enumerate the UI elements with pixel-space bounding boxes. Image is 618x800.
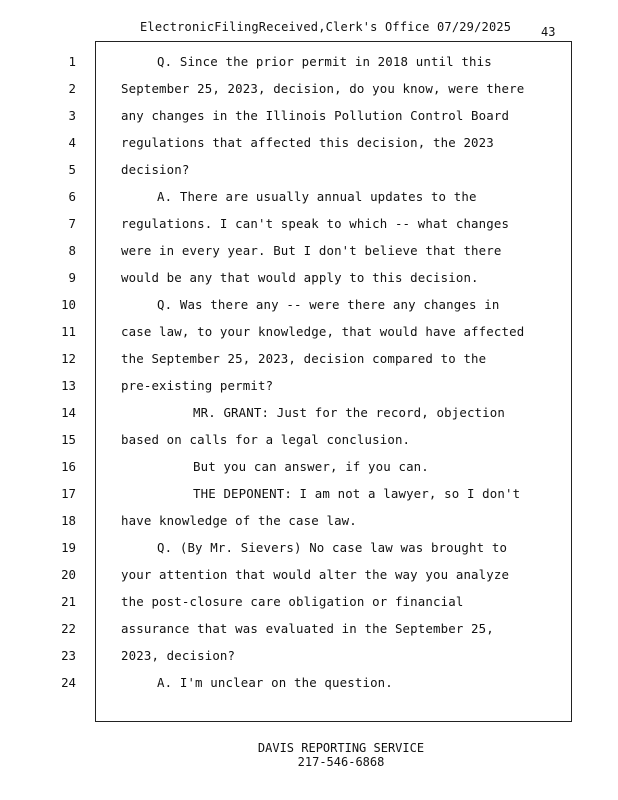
line-number: 20 xyxy=(61,567,76,582)
line-text: regulations that affected this decision, the 2023 xyxy=(121,135,494,150)
transcript-line xyxy=(0,108,618,135)
line-number: 19 xyxy=(61,540,76,555)
transcript-line xyxy=(0,162,618,189)
page-number: 43 xyxy=(541,25,556,39)
reporting-company: DAVIS REPORTING SERVICE xyxy=(257,741,425,755)
transcript-line xyxy=(0,135,618,162)
transcript-line xyxy=(0,216,618,243)
line-number: 4 xyxy=(68,135,76,150)
line-text: pre-existing permit? xyxy=(121,378,274,393)
line-text: But you can answer, if you can. xyxy=(193,459,429,474)
line-text: any changes in the Illinois Pollution Control Board xyxy=(121,108,510,123)
transcript-line xyxy=(0,54,618,81)
line-text: the post-closure care obligation or financial xyxy=(121,594,464,609)
line-text: Q. Since the prior permit in 2018 until this xyxy=(157,54,492,69)
line-text: based on calls for a legal conclusion. xyxy=(121,432,411,447)
line-text: MR. GRANT: Just for the record, objection xyxy=(193,405,506,420)
line-number: 3 xyxy=(68,108,76,123)
line-number: 11 xyxy=(61,324,76,339)
transcript-line xyxy=(0,540,618,567)
line-number: 5 xyxy=(68,162,76,177)
line-number: 17 xyxy=(61,486,76,501)
line-text: would be any that would apply to this decision. xyxy=(121,270,479,285)
transcript-line xyxy=(0,297,618,324)
transcript-line xyxy=(0,270,618,297)
transcript-line xyxy=(0,513,618,540)
line-number: 7 xyxy=(68,216,76,231)
line-text: decision? xyxy=(121,162,190,177)
line-number: 9 xyxy=(68,270,76,285)
line-number: 1 xyxy=(68,54,76,69)
reporting-phone: 217-546-6868 xyxy=(297,755,385,769)
transcript-line xyxy=(0,405,618,432)
line-text: Q. Was there any -- were there any changes in xyxy=(157,297,500,312)
transcript-line xyxy=(0,243,618,270)
line-text: Q. (By Mr. Sievers) No case law was brought to xyxy=(157,540,508,555)
transcript-line xyxy=(0,81,618,108)
line-text: THE DEPONENT: I am not a lawyer, so I don't xyxy=(193,486,521,501)
line-number: 24 xyxy=(61,675,76,690)
transcript-line xyxy=(0,486,618,513)
transcript-line xyxy=(0,459,618,486)
line-number: 21 xyxy=(61,594,76,609)
line-number: 15 xyxy=(61,432,76,447)
line-number: 16 xyxy=(61,459,76,474)
line-text: assurance that was evaluated in the September 25, xyxy=(121,621,494,636)
line-text: case law, to your knowledge, that would have affected xyxy=(121,324,525,339)
transcript-line xyxy=(0,378,618,405)
line-number: 12 xyxy=(61,351,76,366)
line-number: 6 xyxy=(68,189,76,204)
line-text: have knowledge of the case law. xyxy=(121,513,357,528)
line-number: 2 xyxy=(68,81,76,96)
line-text: 2023, decision? xyxy=(121,648,236,663)
transcript-line xyxy=(0,189,618,216)
line-text: were in every year. But I don't believe that there xyxy=(121,243,502,258)
transcript-line xyxy=(0,567,618,594)
line-text: regulations. I can't speak to which -- what changes xyxy=(121,216,510,231)
filing-stamp: ElectronicFilingReceived,Clerk's Office 07/29/2025 xyxy=(140,20,512,34)
line-number: 13 xyxy=(61,378,76,393)
line-number: 18 xyxy=(61,513,76,528)
transcript-line xyxy=(0,675,618,702)
transcript-line xyxy=(0,351,618,378)
line-text: A. I'm unclear on the question. xyxy=(157,675,393,690)
line-text: September 25, 2023, decision, do you know, were there xyxy=(121,81,525,96)
transcript-line xyxy=(0,621,618,648)
transcript-line xyxy=(0,324,618,351)
line-text: the September 25, 2023, decision compared to the xyxy=(121,351,487,366)
line-text: A. There are usually annual updates to the xyxy=(157,189,477,204)
transcript-line xyxy=(0,648,618,675)
line-number: 22 xyxy=(61,621,76,636)
line-text: your attention that would alter the way you analyze xyxy=(121,567,510,582)
line-number: 10 xyxy=(61,297,76,312)
transcript-line xyxy=(0,432,618,459)
line-number: 23 xyxy=(61,648,76,663)
line-number: 8 xyxy=(68,243,76,258)
line-number: 14 xyxy=(61,405,76,420)
transcript-line xyxy=(0,594,618,621)
